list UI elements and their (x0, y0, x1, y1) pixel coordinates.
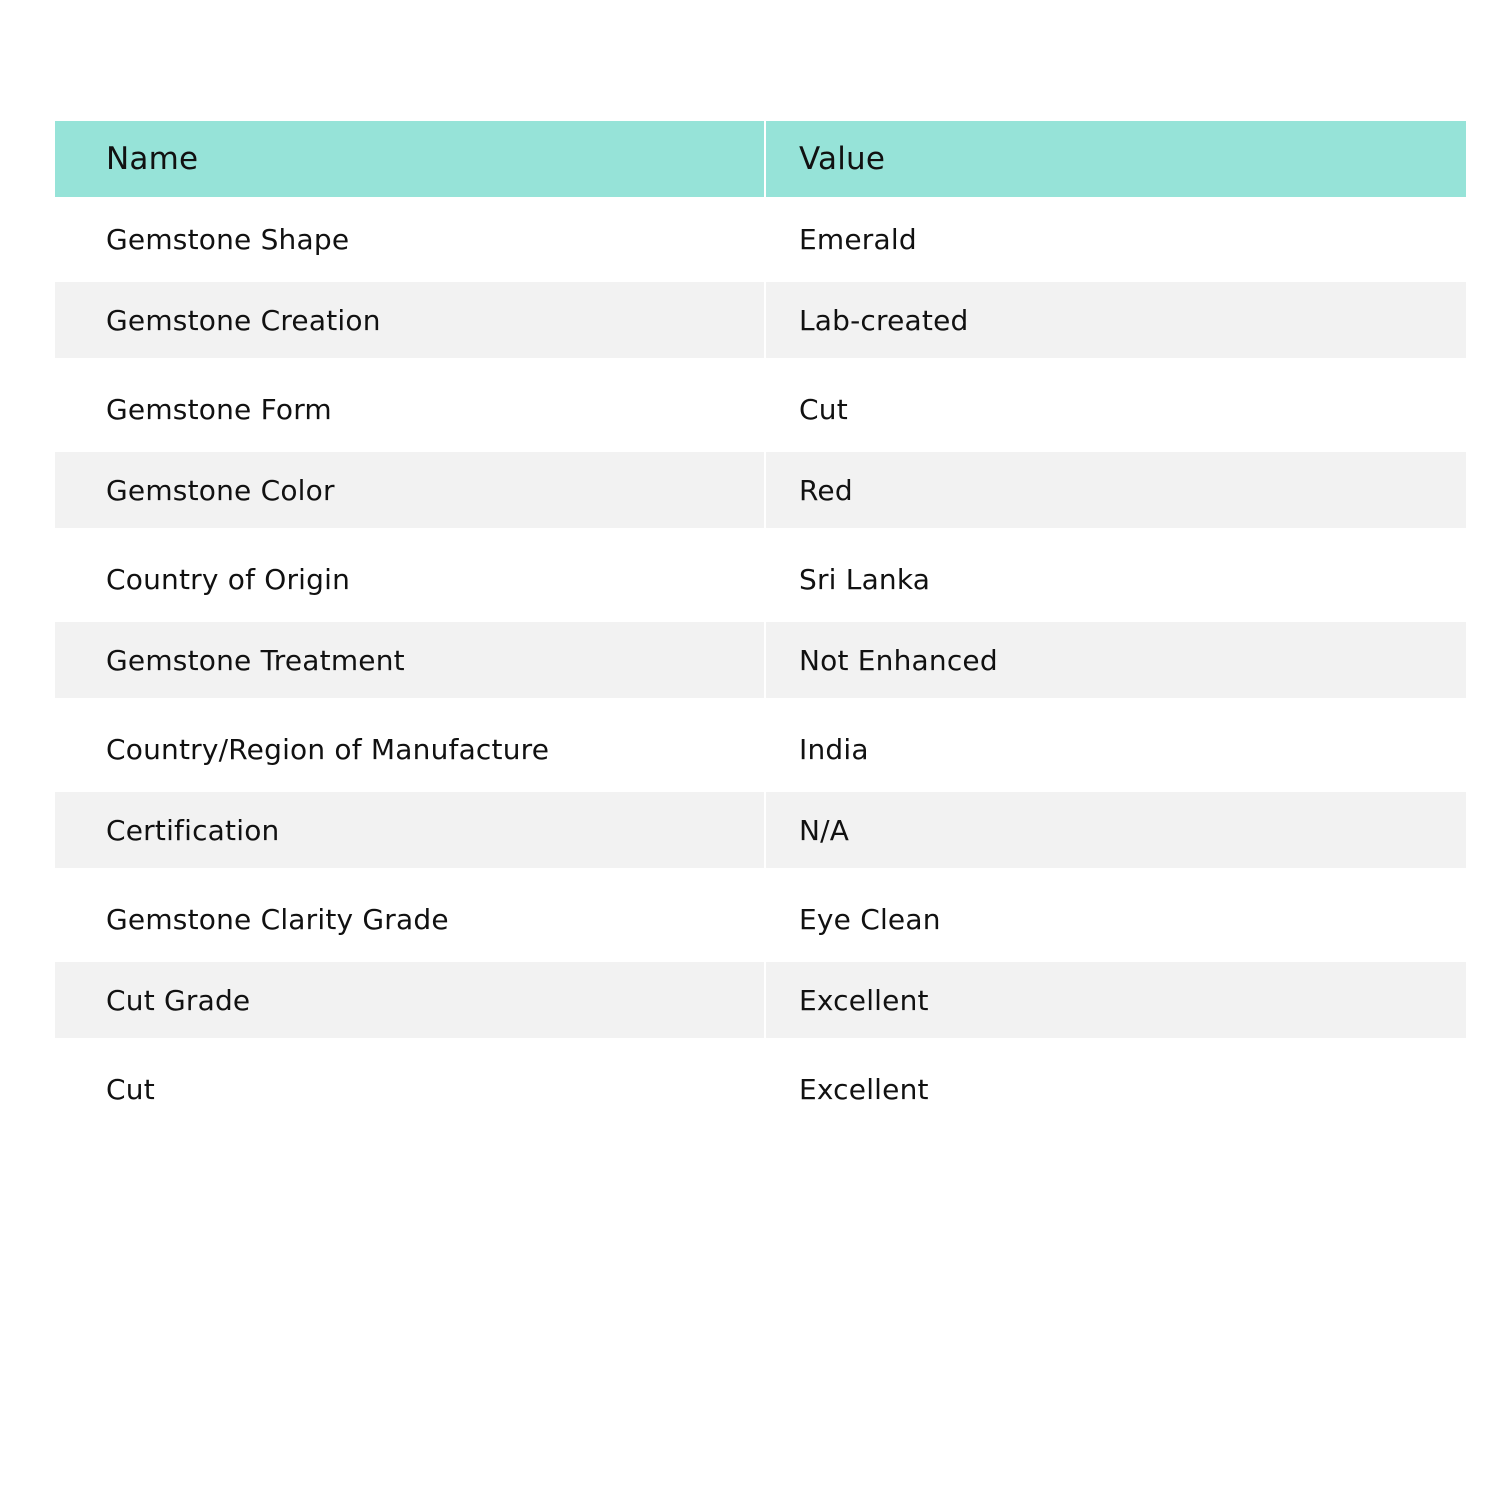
table-row (55, 792, 1466, 877)
row-value-cell: N/A (766, 792, 1466, 868)
row-value-cell: Excellent (766, 1047, 1466, 1132)
row-name-cell: Gemstone Clarity Grade (55, 877, 766, 962)
column-header-name: Name (55, 121, 766, 197)
table-row (55, 537, 1466, 622)
row-name-cell: Gemstone Shape (55, 197, 766, 282)
row-name-cell: Certification (55, 792, 766, 868)
row-name-cell: Gemstone Form (55, 367, 766, 452)
table-row (55, 877, 1466, 962)
table-row (55, 1047, 1466, 1132)
row-name-cell: Cut Grade (55, 962, 766, 1038)
row-name-cell: Gemstone Treatment (55, 622, 766, 698)
table-row (55, 367, 1466, 452)
row-name-cell: Gemstone Creation (55, 282, 766, 358)
table-row (55, 282, 1466, 367)
row-value-cell: Emerald (766, 197, 1466, 282)
row-value-cell: Cut (766, 367, 1466, 452)
row-value-cell: Red (766, 452, 1466, 528)
row-name-cell: Cut (55, 1047, 766, 1132)
table-row (55, 962, 1466, 1047)
row-value-cell: Lab-created (766, 282, 1466, 358)
spec-table (55, 121, 1466, 1132)
column-header-value: Value (766, 121, 1466, 197)
row-value-cell: Excellent (766, 962, 1466, 1038)
row-value-cell: Sri Lanka (766, 537, 1466, 622)
table-row (55, 452, 1466, 537)
row-name-cell: Gemstone Color (55, 452, 766, 528)
row-value-cell: India (766, 707, 1466, 792)
table-header-row (55, 121, 1466, 197)
row-value-cell: Eye Clean (766, 877, 1466, 962)
row-name-cell: Country/Region of Manufacture (55, 707, 766, 792)
table-row (55, 707, 1466, 792)
row-name-cell: Country of Origin (55, 537, 766, 622)
row-value-cell: Not Enhanced (766, 622, 1466, 698)
table-row (55, 197, 1466, 282)
table-row (55, 622, 1466, 707)
